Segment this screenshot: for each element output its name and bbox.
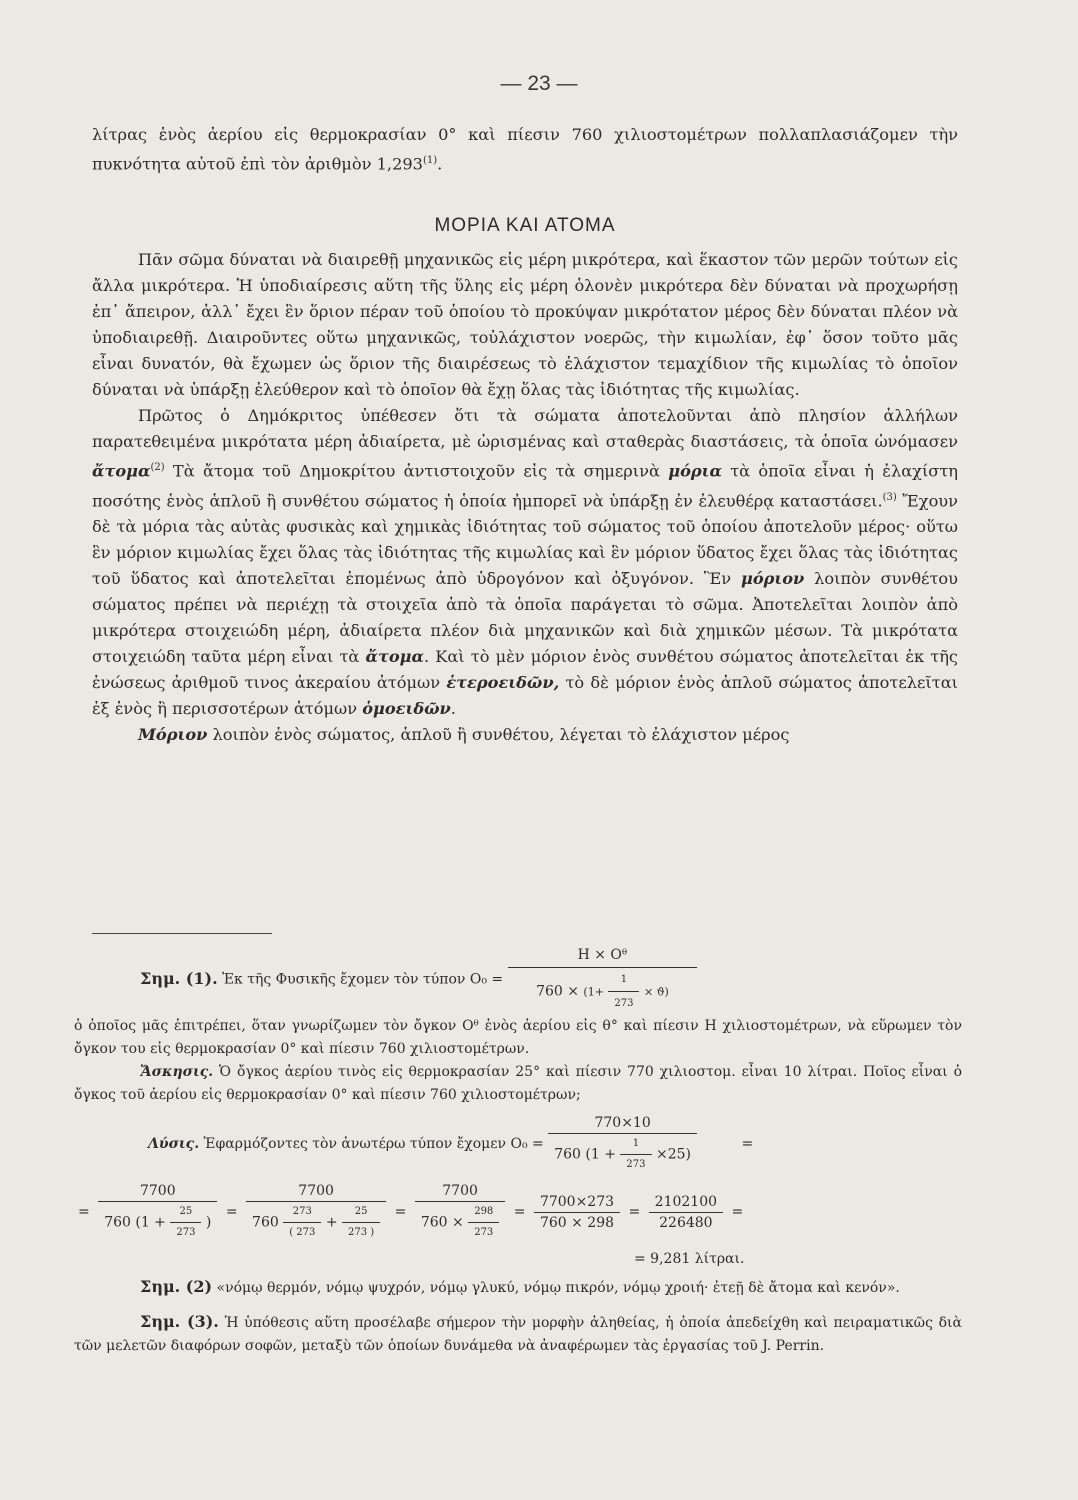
p3-text: λοιπὸν ἑνὸς σώματος, ἁπλοῦ ἢ συνθέτου, λέγεται τὸ ἐλάχιστον μέρος — [207, 725, 790, 745]
term-atoma-2: ἄτομα — [365, 647, 424, 667]
solution-label: Λύσις. — [148, 1136, 200, 1152]
frac-2-inner — [170, 1202, 201, 1243]
frac-4-inner-num: 298 — [468, 1202, 499, 1223]
page-number: — 23 — — [500, 72, 578, 95]
formula-den-a: 760 × — [536, 983, 579, 1000]
note-1-formula — [508, 944, 698, 1015]
frac-3-den-a: 760 — [252, 1214, 279, 1231]
solution-frac-1 — [548, 1113, 697, 1175]
exercise-text: Ὁ ὄγκος ἀερίου τινὸς εἰς θερμοκρασίαν 25° καὶ πίεσιν 770 χιλιοστομ. εἶναι 10 λίτραι. Ποῖος εἶναι ὁ ὄγκος τοῦ ἀερίου εἰς θερμοκρασίαν 0° καὶ πίεσιν 760 χιλιοστομέτρων; — [74, 1064, 962, 1103]
frac-1-inner-num: 1 — [620, 1134, 651, 1155]
frac-3-inner-1 — [283, 1202, 321, 1243]
note-3 — [74, 1310, 962, 1358]
frac-1-inner-den: 273 — [626, 1159, 646, 1170]
intro-text: λίτρας ἑνὸς ἀερίου εἰς θερμοκρασίαν 0° καὶ πίεσιν 760 χιλιοστομέτρων πολλαπλασιάζομεν τὴν πυκνότητα αὐτοῦ ἐπὶ τὸν ἀριθμὸν 1,293 — [92, 125, 958, 174]
exercise — [74, 1061, 962, 1107]
frac-4-num: 7700 — [415, 1181, 505, 1202]
p2-part8: . — [450, 699, 456, 719]
section-title: ΜΟΡΙΑ ΚΑΙ ΑΤΟΜΑ — [434, 215, 616, 237]
frac-1-den-a: 760 (1 + — [554, 1146, 616, 1163]
paragraph-3 — [92, 722, 958, 748]
term-heteroeidon: ἑτεροειδῶν, — [446, 673, 560, 693]
frac-4-inner-den: 273 — [474, 1227, 494, 1238]
term-morion: μόριον — [741, 569, 805, 589]
formula-den-d: × ϑ) — [643, 985, 669, 999]
frac-3-inner-2 — [342, 1202, 380, 1243]
solution-frac-2 — [98, 1181, 217, 1243]
p2-part2: Τὰ ἄτομα τοῦ Δημοκρίτου ἀντιστοιχοῦν εἰς τὰ σημερινὰ — [164, 461, 669, 481]
equals-4: = — [394, 1204, 407, 1220]
solution-frac-4 — [415, 1181, 505, 1243]
footnotes — [74, 940, 962, 1358]
p2-part3: τὰ ὁποῖα εἶναι ἡ ἐλαχίστη ποσότης ἑνὸς ἁπλοῦ ἢ συνθέτου σώματος ἡ ὁποία ἠμπορεῖ νὰ ὑπάρξῃ ἐν ἐλευθέρᾳ καταστάσει. — [92, 461, 958, 511]
formula-den-frac — [608, 968, 639, 1015]
equals-3: = — [225, 1204, 238, 1220]
note-2 — [74, 1275, 962, 1300]
frac-4-den-a: 760 × — [420, 1214, 464, 1231]
paragraph-2 — [92, 403, 958, 722]
frac-2-den-a: 760 (1 + — [104, 1214, 166, 1231]
frac-3-inner-2-num: 25 — [342, 1202, 380, 1223]
p2-part1: Πρῶτος ὁ Δημόκριτος ὑπέθεσεν ὅτι τὰ σώματα ἀποτελοῦνται ἀπὸ πλησίον ἀλλήλων παρατεθειμένα μικρότατα μέρη ἀδιαίρετα, μὲ ὡρισμένας καὶ σταθερὰς διαστάσεις, τὰ ὁποῖα ὠνόμασεν — [92, 406, 958, 452]
solution-line-1 — [74, 1113, 962, 1175]
solution-result — [74, 1249, 962, 1269]
frac-2-den — [98, 1202, 217, 1243]
equals-6: = — [628, 1204, 641, 1220]
term-moria: μόρια — [668, 461, 722, 481]
exercise-label: Ἄσκησις. — [140, 1064, 214, 1080]
frac-1-den — [548, 1134, 697, 1175]
frac-3-inner-1-num: 273 — [283, 1202, 321, 1223]
frac-5-num: 7700×273 — [534, 1192, 620, 1213]
solution-frac-6 — [649, 1192, 723, 1233]
note-2-label: Σημ. (2) — [140, 1277, 213, 1296]
formula-den-b: (1+ — [583, 985, 604, 999]
formula-den-frac-den: 273 — [614, 998, 634, 1009]
frac-5-den: 760 × 298 — [539, 1214, 615, 1231]
equals-7: = — [731, 1204, 744, 1220]
equals-5: = — [513, 1204, 526, 1220]
frac-1-den-end: ×25) — [655, 1146, 691, 1163]
solution-line-2 — [74, 1181, 962, 1243]
formula-numerator: H × Oᶿ — [508, 944, 698, 968]
p2-part4: Ἔχουν δὲ τὰ μόρια τὰς αὐτὰς φυσικὰς καὶ χημικὰς ἰδιότητας τοῦ σώματος τοῦ ὁποίου ἀποτελοῦν μέρος· οὕτω ἓν μόριον κιμωλίας ἔχει ὅλας τὰς ἰδιότητας τῆς κιμωλίας καὶ ἓν μόριον ὕδατος ἔχει ὅλας τὰς ἰδιότητας τοῦ ὕδατος καὶ ἀποτελεῖται ἑπομένως ἀπὸ ὑδρογόνον καὶ ὀξυγόνον. Ἓν — [92, 491, 958, 589]
note-1-label: Σημ. (1). — [140, 968, 218, 988]
frac-4-den — [415, 1202, 505, 1243]
frac-6-num: 2102100 — [649, 1192, 723, 1213]
term-morion-def: Μόριον — [138, 725, 208, 745]
frac-2-inner-den: 273 — [176, 1227, 196, 1238]
footnote-rule — [92, 933, 272, 934]
frac-6-den: 226480 — [659, 1214, 713, 1231]
equals-1: = — [741, 1136, 754, 1152]
frac-2-den-c: ) — [205, 1214, 212, 1231]
solution-text: Ἐφαρμόζοντες τὸν ἀνωτέρω τύπον ἔχομεν O₀ = — [199, 1136, 544, 1152]
solution-frac-5 — [534, 1192, 620, 1233]
p2-part6: . Καὶ τὸ μὲν μόριον ἑνὸς συνθέτου σώματος ἀποτελεῖται ἐκ τῆς ἑνώσεως ἀριθμοῦ τινος ἀκεραίου ἀτόμων — [92, 647, 958, 693]
frac-4-inner — [468, 1202, 499, 1243]
note-1-text: Ἐκ τῆς Φυσικῆς ἔχομεν τὸν τύπον O₀ = — [222, 971, 504, 988]
main-text — [92, 122, 958, 748]
note-1 — [74, 944, 962, 1015]
note-3-text: Ἡ ὑπόθεσις αὕτη προσέλαβε σήμερον τὴν μορφὴν ἀληθείας, ἡ ὁποία ἀπεδείχθη καὶ πειραματικῶς διὰ τῶν μελετῶν διαφόρων σοφῶν, μεταξὺ τῶν ὁποίων δυνάμεθα νὰ ἀναφέρωμεν τὰς ἐργασίας τοῦ J. Perrin. — [74, 1315, 962, 1354]
p2-part5: λοιπὸν συνθέτου σώματος πρέπει νὰ περιέχῃ τὰ στοιχεῖα ἀπὸ τὰ ὁποῖα παράγεται τὸ σῶμα. Ἀποτελεῖται λοιπὸν ἀπὸ μικρότερα στοιχειώδη μέρη, ἀδιαίρετα πλέον διὰ μηχανικῶν καὶ διὰ χημικῶν μέσων. Τὰ μικρότατα στοιχειώδη ταῦτα μέρη εἶναι τὰ — [92, 569, 958, 667]
frac-3-num: 7700 — [246, 1181, 386, 1202]
result-text: = 9,281 λίτραι. — [634, 1251, 745, 1267]
intro-end: . — [437, 154, 443, 174]
p2-part7: τὸ δὲ μόριον ἑνὸς ἁπλοῦ σώματος ἀποτελεῖται ἐξ ἑνὸς ἢ περισσοτέρων ἀτόμων — [92, 673, 958, 719]
frac-3-den — [246, 1202, 386, 1243]
frac-1-inner — [620, 1134, 651, 1175]
footnote-ref-1: (1) — [422, 155, 438, 166]
equals-2: = — [78, 1204, 90, 1220]
formula-den-frac-num: 1 — [608, 968, 639, 992]
solution-frac-3 — [246, 1181, 386, 1243]
paragraph-1: Πᾶν σῶμα δύναται νὰ διαιρεθῇ μηχανικῶς εἰς μέρη μικρότερα, καὶ ἕκαστον τῶν μερῶν τούτων εἰς ἄλλα μικρότερα. Ἡ ὑποδιαίρεσις αὕτη τῆς ὕλης εἰς μέρη ὁλονὲν μικρότερα δὲν δύναται νὰ προχωρήσῃ ἐπ᾽ ἄπειρον, ἀλλ᾽ ἔχει ἓν ὅριον πέραν τοῦ ὁποίου τὸ προκύψαν μικρότατον μέρος δὲν δύναται πλέον νὰ ὑποδιαιρεθῇ. Διαιροῦντες οὕτω μηχανικῶς, τοὐλάχιστον νοερῶς, τὴν κιμωλίαν, ἐφ᾽ ὅσον τοῦτο μᾶς εἶναι δυνατόν, θὰ ἔχωμεν ὡς ὅριον τῆς διαιρέσεως τὸ ἐλάχιστον τεμαχίδιον τῆς κιμωλίας τὸ ὁποῖον δύναται νὰ ὑπάρξῃ ἐλεύθερον καὶ τὸ ὁποῖον θὰ ἔχῃ ὅλας τὰς ἰδιότητας τῆς κιμωλίας. — [92, 250, 958, 400]
term-atoma: ἄτομα — [92, 461, 151, 481]
footnote-ref-2: (2) — [150, 462, 165, 474]
term-homoeidon: ὁμοειδῶν — [362, 699, 451, 719]
frac-3-plus: + — [325, 1214, 338, 1231]
frac-2-num: 7700 — [98, 1181, 217, 1202]
intro-paragraph — [92, 122, 958, 177]
note-2-text: «νόμῳ θερμόν, νόμῳ ψυχρόν, νόμῳ γλυκύ, νόμῳ πικρόν, νόμῳ χροιή· ἐτεῇ δὲ ἄτομα καὶ κενόν». — [212, 1280, 900, 1296]
frac-3-inner-1-den: ( 273 — [289, 1227, 316, 1238]
footnote-ref-3: (3) — [882, 491, 897, 503]
formula-denominator — [508, 968, 698, 1015]
frac-2-inner-num: 25 — [170, 1202, 201, 1223]
frac-3-inner-2-den: 273 ) — [348, 1227, 375, 1238]
note-1-continuation: ὁ ὁποῖος μᾶς ἐπιτρέπει, ὅταν γνωρίζωμεν τὸν ὄγκον Oᶿ ἑνὸς ἀερίου εἰς θ° καὶ πίεσιν H χιλιοστομέτρων, νὰ εὕρωμεν τὸν ὄγκον του εἰς θερμοκρασίαν 0° καὶ πίεσιν 760 χιλιοστομέτρων. — [74, 1018, 962, 1057]
frac-1-num: 770×10 — [548, 1113, 697, 1134]
note-3-label: Σημ. (3). — [140, 1312, 219, 1331]
